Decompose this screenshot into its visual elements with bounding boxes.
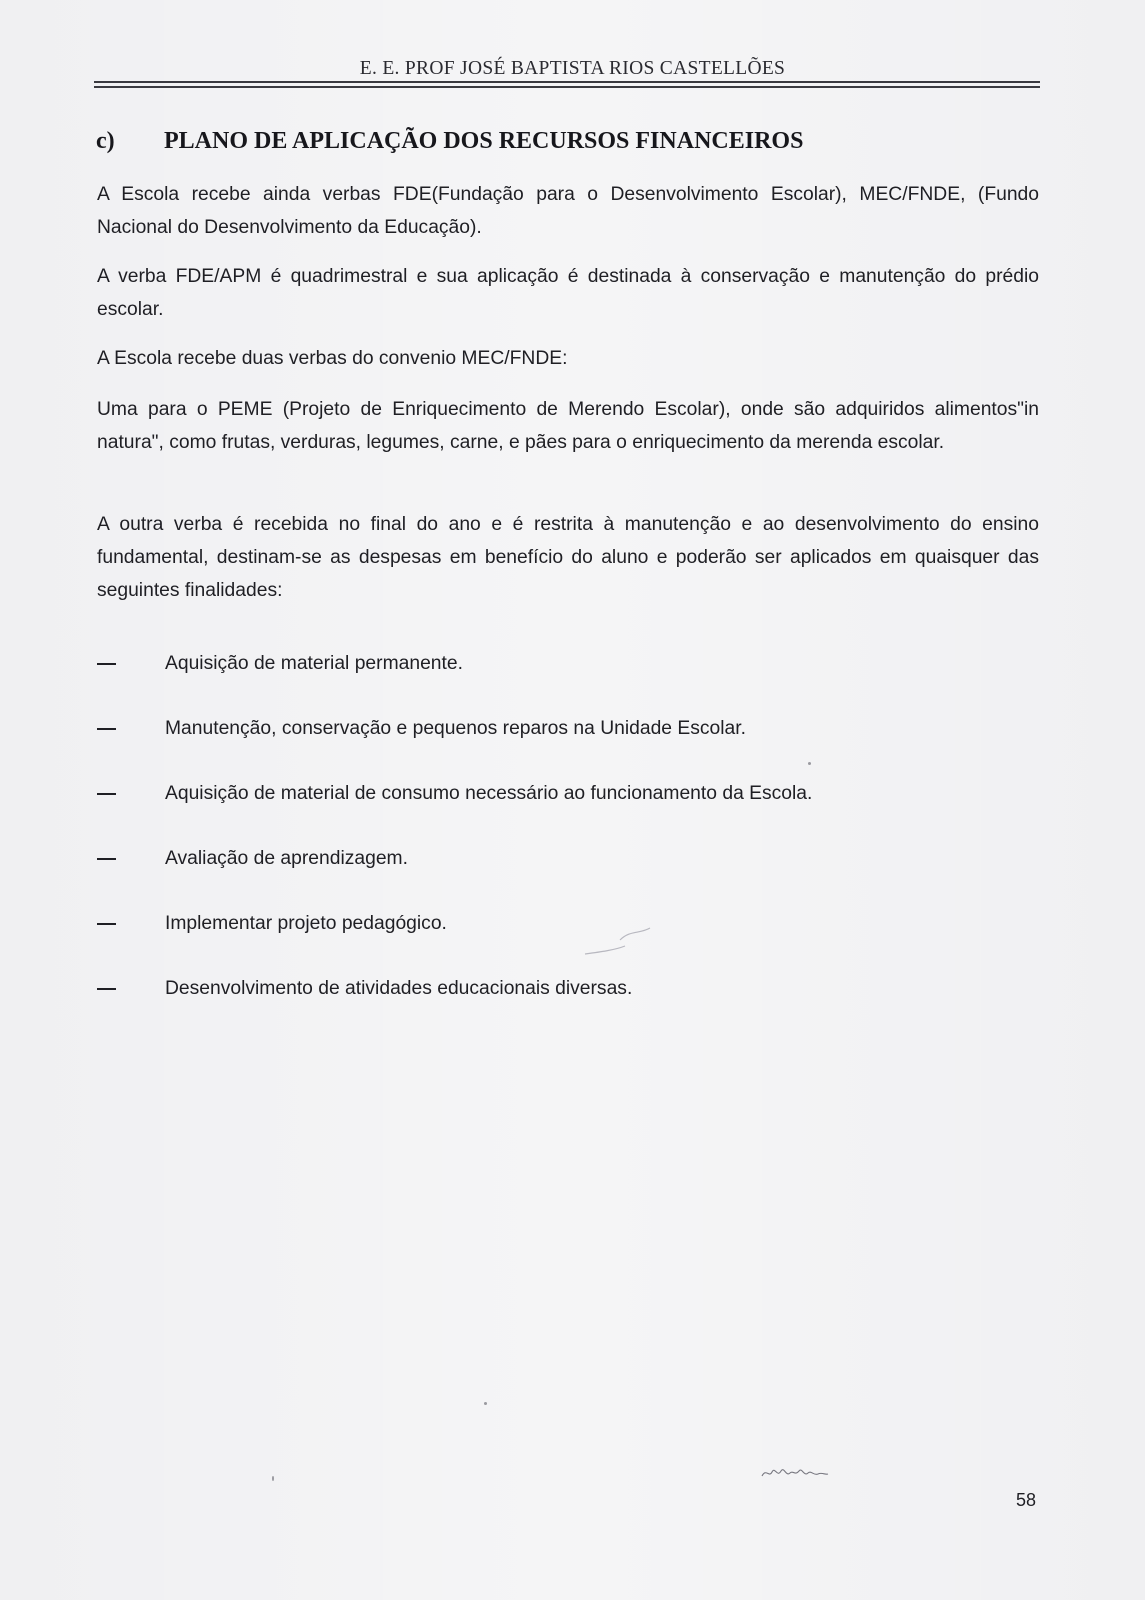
list-item — [97, 843, 1039, 875]
page-number: 58 — [1016, 1490, 1037, 1510]
header-rule-bottom — [94, 86, 1040, 88]
section-letter: c) — [96, 128, 115, 154]
dash-bullet — [97, 973, 117, 1005]
scan-speck — [484, 1402, 487, 1405]
scan-speck — [272, 1476, 274, 1481]
list-item-text: Manutenção, conservação e pequenos reparos na Unidade Escolar. — [165, 718, 746, 739]
paragraph-fde-apm: A verba FDE/APM é quadrimestral e sua aplicação é destinada à conservação e manutenção do prédio escolar. — [97, 266, 1039, 320]
list-item-text: Avaliação de aprendizagem. — [165, 848, 408, 869]
section-heading — [96, 128, 803, 155]
paragraph-other-funding: A outra verba é recebida no final do ano e é restrita à manutenção e ao desenvolvimento do ensino fundamental, destinam-se as despesas em benefício do aluno e poderão ser aplicados em quaisquer das seguintes finalidades: — [97, 514, 1039, 601]
list-item-text: Desenvolvimento de atividades educacionais diversas. — [165, 978, 633, 999]
paragraph-funding-sources: A Escola recebe ainda verbas FDE(Fundação para o Desenvolvimento Escolar), MEC/FNDE, (Fundo Nacional do Desenvolvimento da Educação). — [97, 184, 1039, 238]
list-item-text: Aquisição de material permanente. — [165, 653, 463, 674]
scan-mark — [580, 920, 670, 960]
dash-bullet — [97, 843, 117, 875]
dash-bullet — [97, 778, 117, 810]
list-item — [97, 973, 1039, 1005]
scan-speck — [808, 762, 811, 765]
list-item — [97, 778, 1039, 810]
paragraph-peme: Uma para o PEME (Projeto de Enriquecimento de Merendo Escolar), onde são adquiridos alimentos"in natura", como frutas, verduras, legumes, carne, e pães para o enriquecimento da merenda escolar. — [97, 399, 1039, 453]
section-title: PLANO DE APLICAÇÃO DOS RECURSOS FINANCEIROS — [164, 128, 804, 154]
dash-bullet — [97, 908, 117, 940]
header-rule-top — [94, 81, 1040, 83]
list-item — [97, 648, 1039, 680]
dash-bullet — [97, 648, 117, 680]
list-item-text: Aquisição de material de consumo necessário ao funcionamento da Escola. — [165, 783, 813, 804]
list-item-text: Implementar projeto pedagógico. — [165, 913, 447, 934]
list-item — [97, 908, 1039, 940]
paragraph-mec-fnde: A Escola recebe duas verbas do convenio MEC/FNDE: — [97, 348, 568, 369]
signature-initials — [760, 1462, 830, 1482]
list-item — [97, 713, 1039, 745]
school-header: E. E. PROF JOSÉ BAPTISTA RIOS CASTELLÕES — [359, 58, 786, 79]
dash-bullet — [97, 713, 117, 745]
